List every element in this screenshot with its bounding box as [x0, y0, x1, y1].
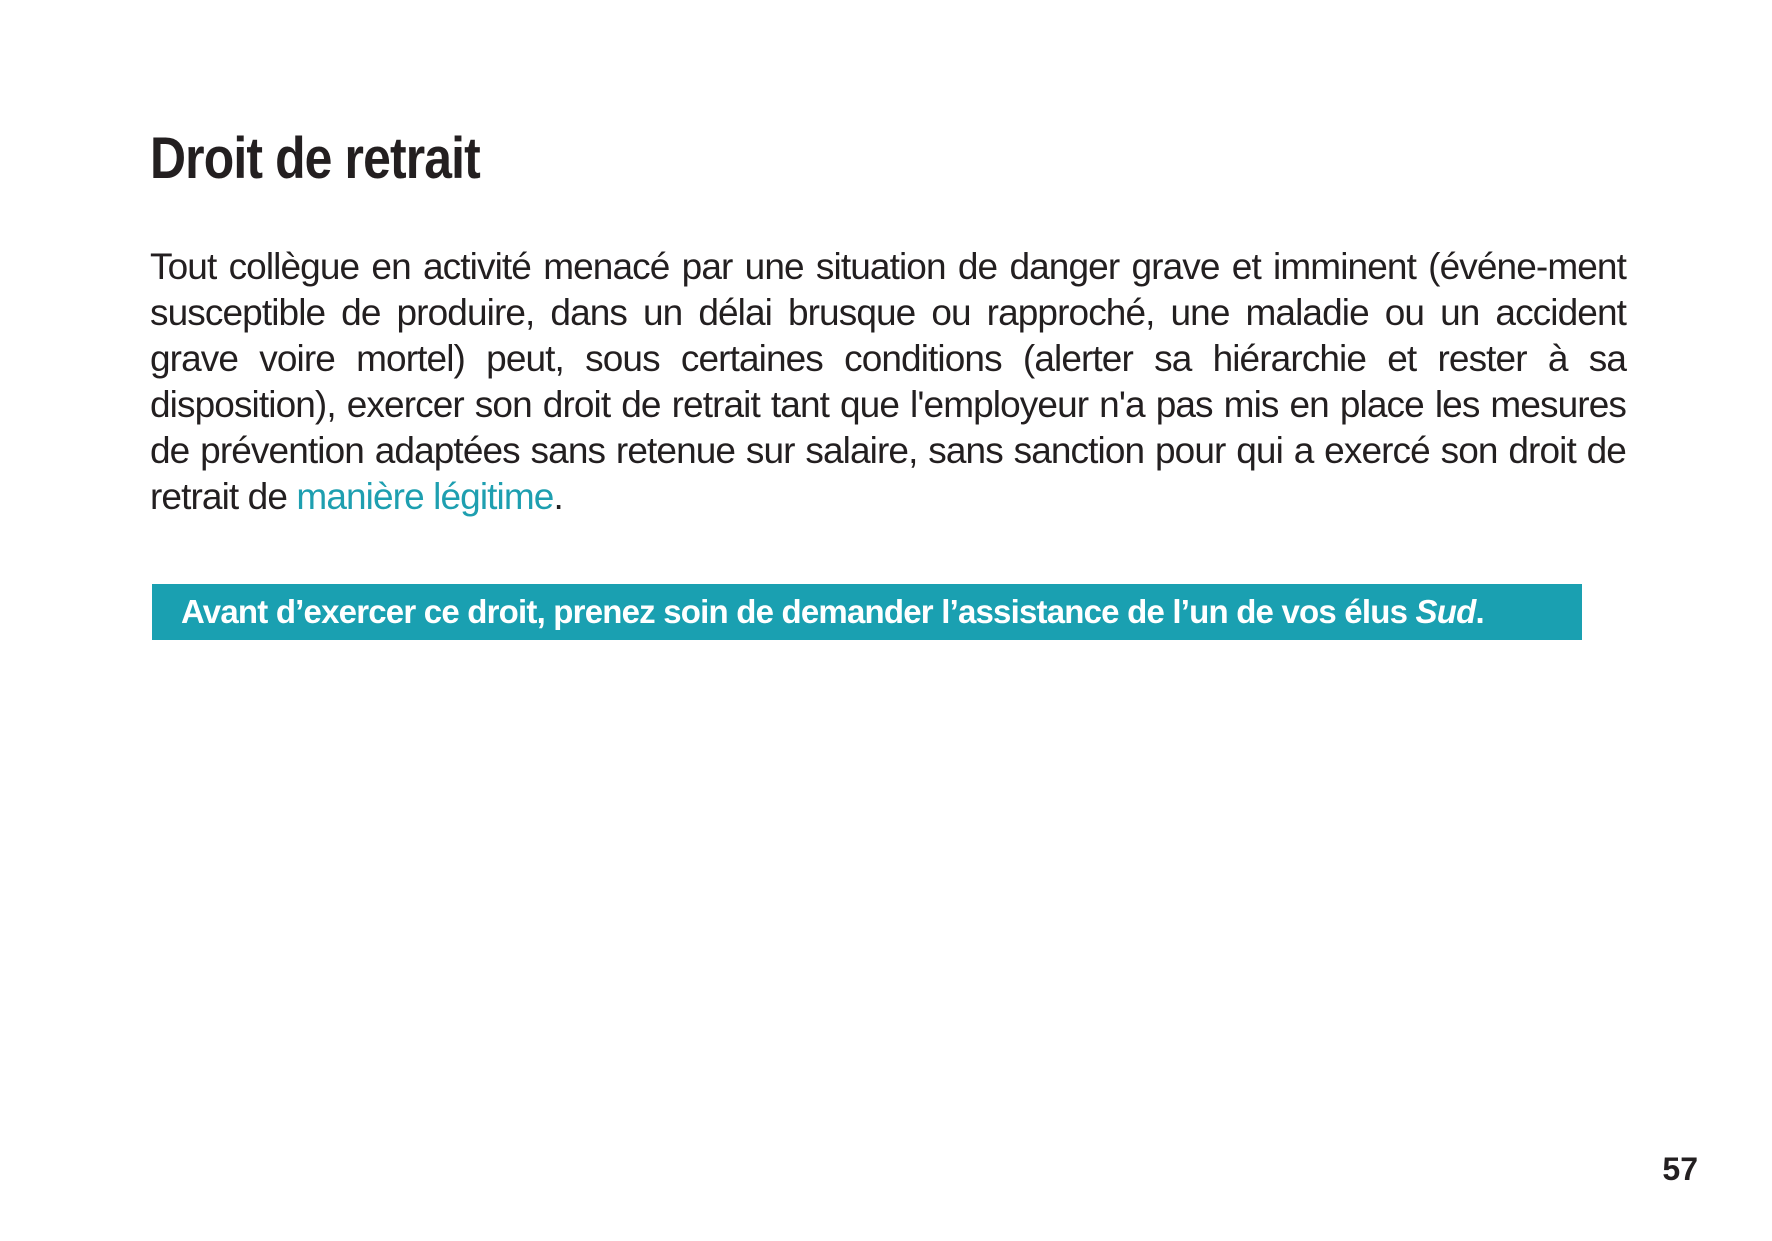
body-text: Tout collègue en activité menacé par une situation de danger grave et imminent (événe-ment susceptible de produire, dans un délai brusque ou rapproché, une maladie ou un accident grave voire mortel) peut, sous certaines conditions (alerter sa hiérarchie et rester à sa disposition), exercer son droit de retrait tant que l'employeur n'a pas mis en place les mesures de prévention adaptées sans retenue sur salaire, sans sanction pour qui a exercé son droit de retrait de [150, 246, 1626, 517]
highlighted-phrase: manière légitime [296, 476, 554, 517]
page-title: Droit de retrait [150, 126, 480, 191]
callout-end-punctuation: . [1475, 593, 1484, 630]
page-number: 57 [1662, 1151, 1698, 1187]
callout-text: Avant d’exercer ce droit, prenez soin de demander l’assistance de l’un de vos élus [181, 593, 1416, 630]
callout-banner [152, 584, 1582, 640]
callout-text-container [181, 593, 1484, 631]
body-end-punctuation: . [553, 476, 563, 517]
body-paragraph [150, 244, 1626, 520]
callout-emphasis: Sud [1415, 593, 1476, 630]
